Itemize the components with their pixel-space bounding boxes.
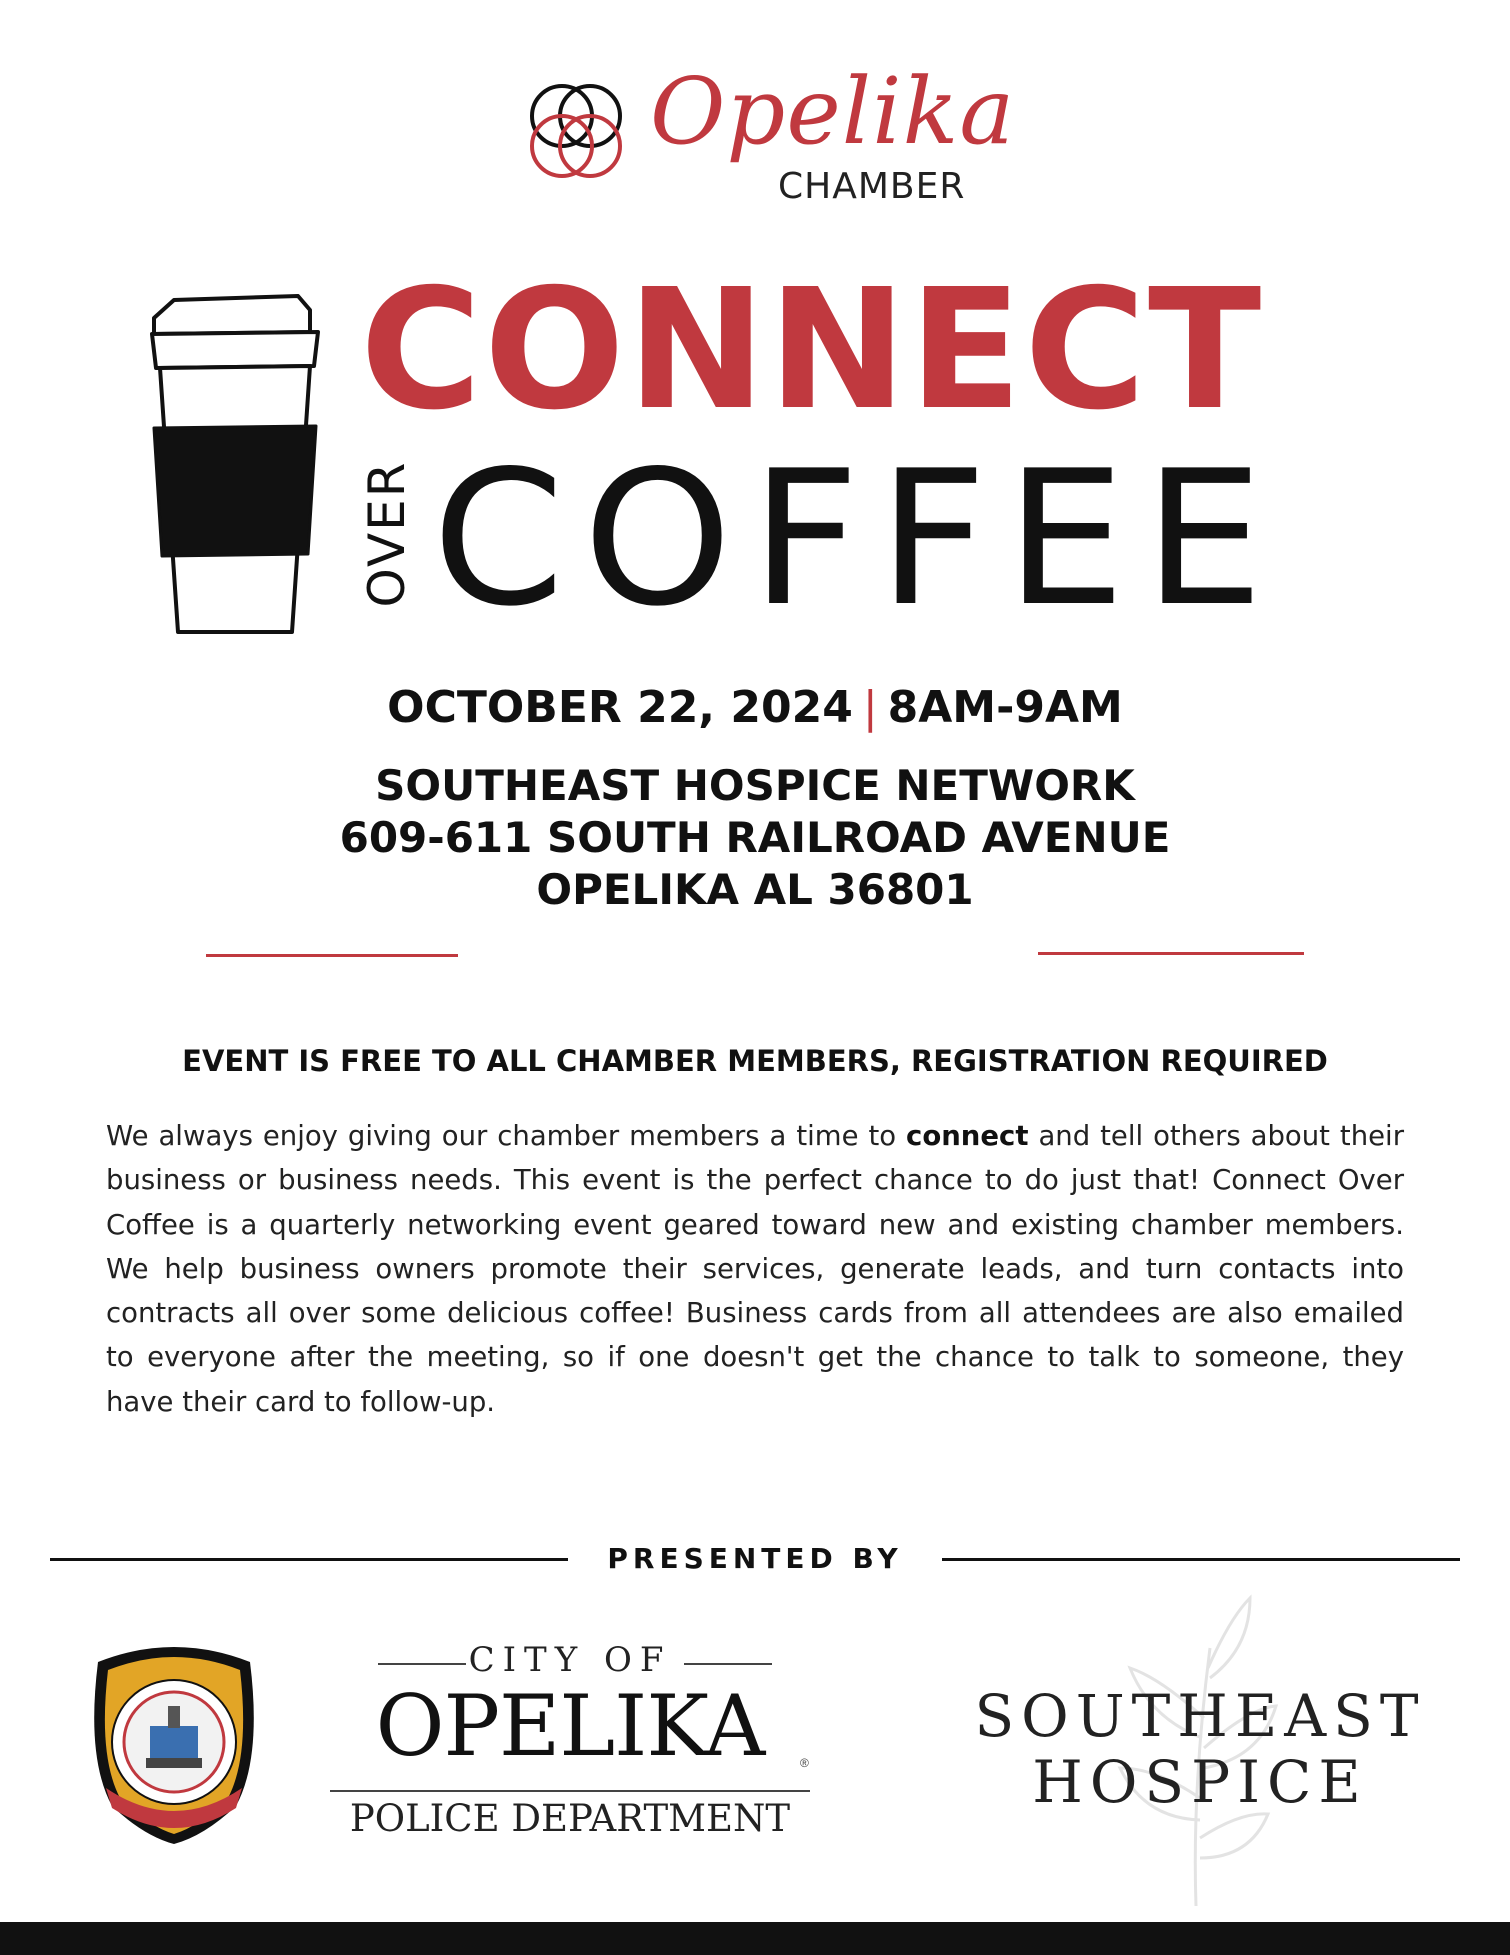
city-of-text: CITY OF xyxy=(468,1640,672,1680)
venue-city: OPELIKA AL 36801 xyxy=(536,865,974,914)
city-logo-rule xyxy=(330,1790,810,1792)
venue-street: 609-611 SOUTH RAILROAD AVENUE xyxy=(339,813,1171,862)
police-badge-icon xyxy=(86,1638,262,1844)
chamber-script-word: Opelika xyxy=(650,58,1016,165)
police-department-text: POLICE DEPARTMENT xyxy=(349,1797,791,1840)
event-date: OCTOBER 22, 2024 xyxy=(387,682,853,733)
title-connect: CONNECT xyxy=(360,254,1264,447)
hospice-line-1: SOUTHEAST xyxy=(974,1682,1426,1750)
chamber-rings-icon xyxy=(520,78,640,198)
city-of-opelika-logo xyxy=(320,1640,820,1850)
southeast-hospice-logo xyxy=(930,1683,1470,1815)
title-over: OVER xyxy=(358,460,416,608)
bottom-bar xyxy=(0,1922,1510,1955)
description-bold: connect xyxy=(906,1120,1029,1152)
presented-by-heading: PRESENTED BY xyxy=(607,1542,903,1575)
chamber-logo xyxy=(520,58,1016,228)
venue-name: SOUTHEAST HOSPICE NETWORK xyxy=(375,761,1135,810)
free-heading: EVENT IS FREE TO ALL CHAMBER MEMBERS, REGISTRATION REQUIRED xyxy=(182,1044,1328,1078)
chamber-word: CHAMBER xyxy=(778,166,966,207)
description-rest: and tell others about their business or business needs. This event is the perfect chance to do just that! Connect Over Coffee is a quarterly networking event geared toward new and existing chamber members. We help business owners promote their services, generate leads, and turn contacts into contracts all over some delicious coffee! Business cards from all attendees are also emailed to everyone after the meeting, so if one doesn't get the chance to talk to someone, they have their card to follow-up. xyxy=(106,1120,1405,1418)
city-of-rule-right xyxy=(684,1663,772,1665)
presented-rule-right xyxy=(942,1558,1460,1561)
title-coffee: COFFEE xyxy=(432,430,1282,647)
divider-left xyxy=(206,954,458,957)
divider-right xyxy=(1038,952,1304,955)
date-separator: | xyxy=(862,682,878,733)
registered-mark: ® xyxy=(800,1756,809,1770)
presented-rule-left xyxy=(50,1558,568,1561)
coffee-cup-icon xyxy=(148,292,328,636)
opelika-wordmark: OPELIKA xyxy=(375,1677,765,1775)
event-description xyxy=(106,1114,1404,1424)
event-date-time xyxy=(0,680,1510,736)
hospice-line-2: HOSPICE xyxy=(1032,1748,1368,1816)
description-lead: We always enjoy giving our chamber members a time to xyxy=(106,1120,907,1152)
event-time: 8AM-9AM xyxy=(887,682,1123,733)
